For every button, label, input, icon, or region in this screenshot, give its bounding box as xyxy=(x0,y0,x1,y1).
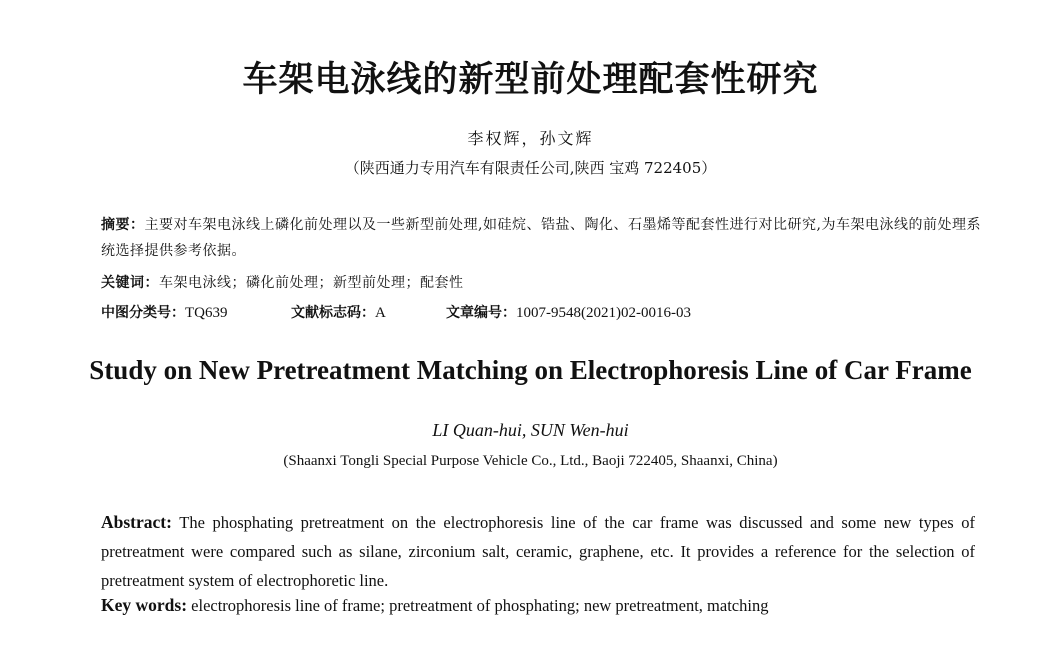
english-keywords xyxy=(101,595,768,616)
chinese-keywords xyxy=(101,272,464,292)
chinese-keywords-label: 关键词： xyxy=(101,275,159,291)
chinese-keywords-text: 车架电泳线；磷化前处理；新型前处理；配套性 xyxy=(159,275,464,291)
english-authors: LI Quan-hui, SUN Wen-hui xyxy=(432,420,629,440)
article-number-value: 1007-9548(2021)02-0016-03 xyxy=(516,305,691,321)
document-code-value: A xyxy=(375,305,386,321)
english-affiliation: (Shaanxi Tongli Special Purpose Vehicle Co., Ltd., Baoji 722405, Shaanxi, China) xyxy=(283,453,778,469)
english-keywords-label: Key words: xyxy=(101,595,188,615)
english-abstract xyxy=(101,508,975,595)
chinese-affiliation: （陕西通力专用汽车有限责任公司,陕西 宝鸡 722405） xyxy=(344,159,717,177)
english-keywords-text: electrophoresis line of frame; pretreatment of phosphating; new pretreatment, matching xyxy=(191,596,769,615)
chinese-abstract-label: 摘要： xyxy=(101,217,145,233)
clc-value: TQ639 xyxy=(185,305,228,321)
chinese-title: 车架电泳线的新型前处理配套性研究 xyxy=(242,60,819,100)
article-number xyxy=(446,302,691,322)
article-number-label: 文章编号： xyxy=(446,305,516,321)
chinese-abstract xyxy=(101,212,981,264)
english-abstract-label: Abstract: xyxy=(101,512,172,532)
chinese-authors: 李权辉，孙文辉 xyxy=(467,129,594,148)
document-code-label: 文献标志码： xyxy=(291,305,375,321)
clc-label: 中图分类号： xyxy=(101,305,185,321)
chinese-classification-row xyxy=(101,302,1001,324)
chinese-abstract-text: 主要对车架电泳线上磷化前处理以及一些新型前处理,如硅烷、锆盐、陶化、石墨烯等配套性进行对比研究,为车架电泳线的前处理系统选择提供参考依据。 xyxy=(101,217,982,259)
clc-number xyxy=(101,302,228,322)
document-code xyxy=(291,302,386,322)
english-abstract-text: The phosphating pretreatment on the electrophoresis line of the car frame was discussed and some new types of pretreatment were compared such as silane, zirconium salt, ceramic, graphene, etc. It provides a reference for the selection of pretreatment system of electrophoretic line. xyxy=(101,513,975,590)
english-title: Study on New Pretreatment Matching on Electrophoresis Line of Car Frame xyxy=(89,355,972,385)
